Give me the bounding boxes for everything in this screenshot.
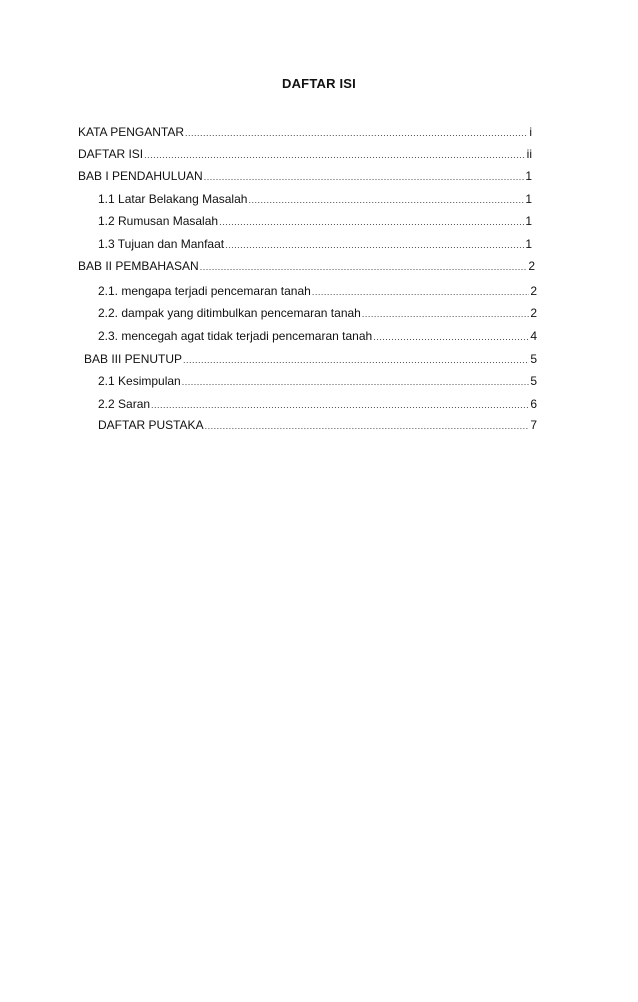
toc-entry-label: 1.2 Rumusan Masalah: [98, 214, 219, 228]
toc-entry: [78, 169, 532, 183]
toc-entry-page: 5: [530, 352, 537, 366]
toc-entry: [98, 306, 537, 320]
toc-entry-page: ii: [526, 147, 532, 161]
toc-entry-page: 4: [530, 329, 537, 343]
toc-entry-page: i: [529, 125, 532, 139]
toc-leader-dots: [312, 285, 530, 299]
toc-entry-label: 2.1 Kesimpulan: [98, 374, 181, 388]
toc-leader-dots: [362, 307, 529, 321]
toc-entry-page: 5: [530, 374, 537, 388]
toc-leader-dots: [373, 330, 529, 344]
toc-entry-label: 2.3. mencegah agat tidak terjadi pencemaran tanah: [98, 329, 373, 343]
toc-leader-dots: [185, 126, 528, 140]
toc-entry: [98, 192, 532, 206]
toc-entry: [78, 125, 532, 139]
toc-leader-dots: [225, 238, 524, 252]
toc-leader-dots: [144, 148, 526, 162]
toc-entry: [98, 237, 532, 251]
toc-leader-dots: [151, 398, 529, 412]
toc-entry: [98, 284, 537, 298]
toc-entry: [98, 418, 537, 432]
toc-entry-label: 2.2 Saran: [98, 397, 151, 411]
page-title: DAFTAR ISI: [282, 76, 356, 91]
toc-entry: [98, 397, 537, 411]
toc-entry-label: 1.1 Latar Belakang Masalah: [98, 192, 248, 206]
toc-entry-label: KATA PENGANTAR: [78, 125, 185, 139]
toc-entry: [78, 147, 532, 161]
toc-entry-page: 2: [530, 306, 537, 320]
toc-entry-label: 1.3 Tujuan dan Manfaat: [98, 237, 225, 251]
toc-entry-label: BAB II PEMBAHASAN: [78, 259, 199, 273]
toc-entry-page: 1: [525, 192, 532, 206]
toc-entry-page: 2: [528, 259, 535, 273]
toc-leader-dots: [182, 375, 530, 389]
toc-entry-page: 1: [525, 237, 532, 251]
toc-entry-page: 2: [530, 284, 537, 298]
toc-entry-page: 7: [530, 418, 537, 432]
toc-entry-page: 6: [530, 397, 537, 411]
toc-leader-dots: [200, 260, 528, 274]
toc-entry: [98, 214, 532, 228]
toc-leader-dots: [183, 353, 529, 367]
toc-entry: [78, 259, 535, 273]
toc-entry-label: DAFTAR PUSTAKA: [98, 418, 204, 432]
toc-entry: [84, 352, 537, 366]
toc-leader-dots: [219, 215, 524, 229]
toc-leader-dots: [204, 170, 525, 184]
toc-entry-label: 2.2. dampak yang ditimbulkan pencemaran tanah: [98, 306, 361, 320]
toc-entry-label: DAFTAR ISI: [78, 147, 144, 161]
toc-entry-page: 1: [525, 214, 532, 228]
toc-entry-label: 2.1. mengapa terjadi pencemaran tanah: [98, 284, 311, 298]
toc-leader-dots: [205, 419, 530, 433]
toc-leader-dots: [248, 193, 524, 207]
toc-entry: [98, 374, 537, 388]
toc-entry: [98, 329, 537, 343]
toc-entry-label: BAB I PENDAHULUAN: [78, 169, 203, 183]
toc-entry-label: BAB III PENUTUP: [84, 352, 183, 366]
toc-entry-page: 1: [525, 169, 532, 183]
